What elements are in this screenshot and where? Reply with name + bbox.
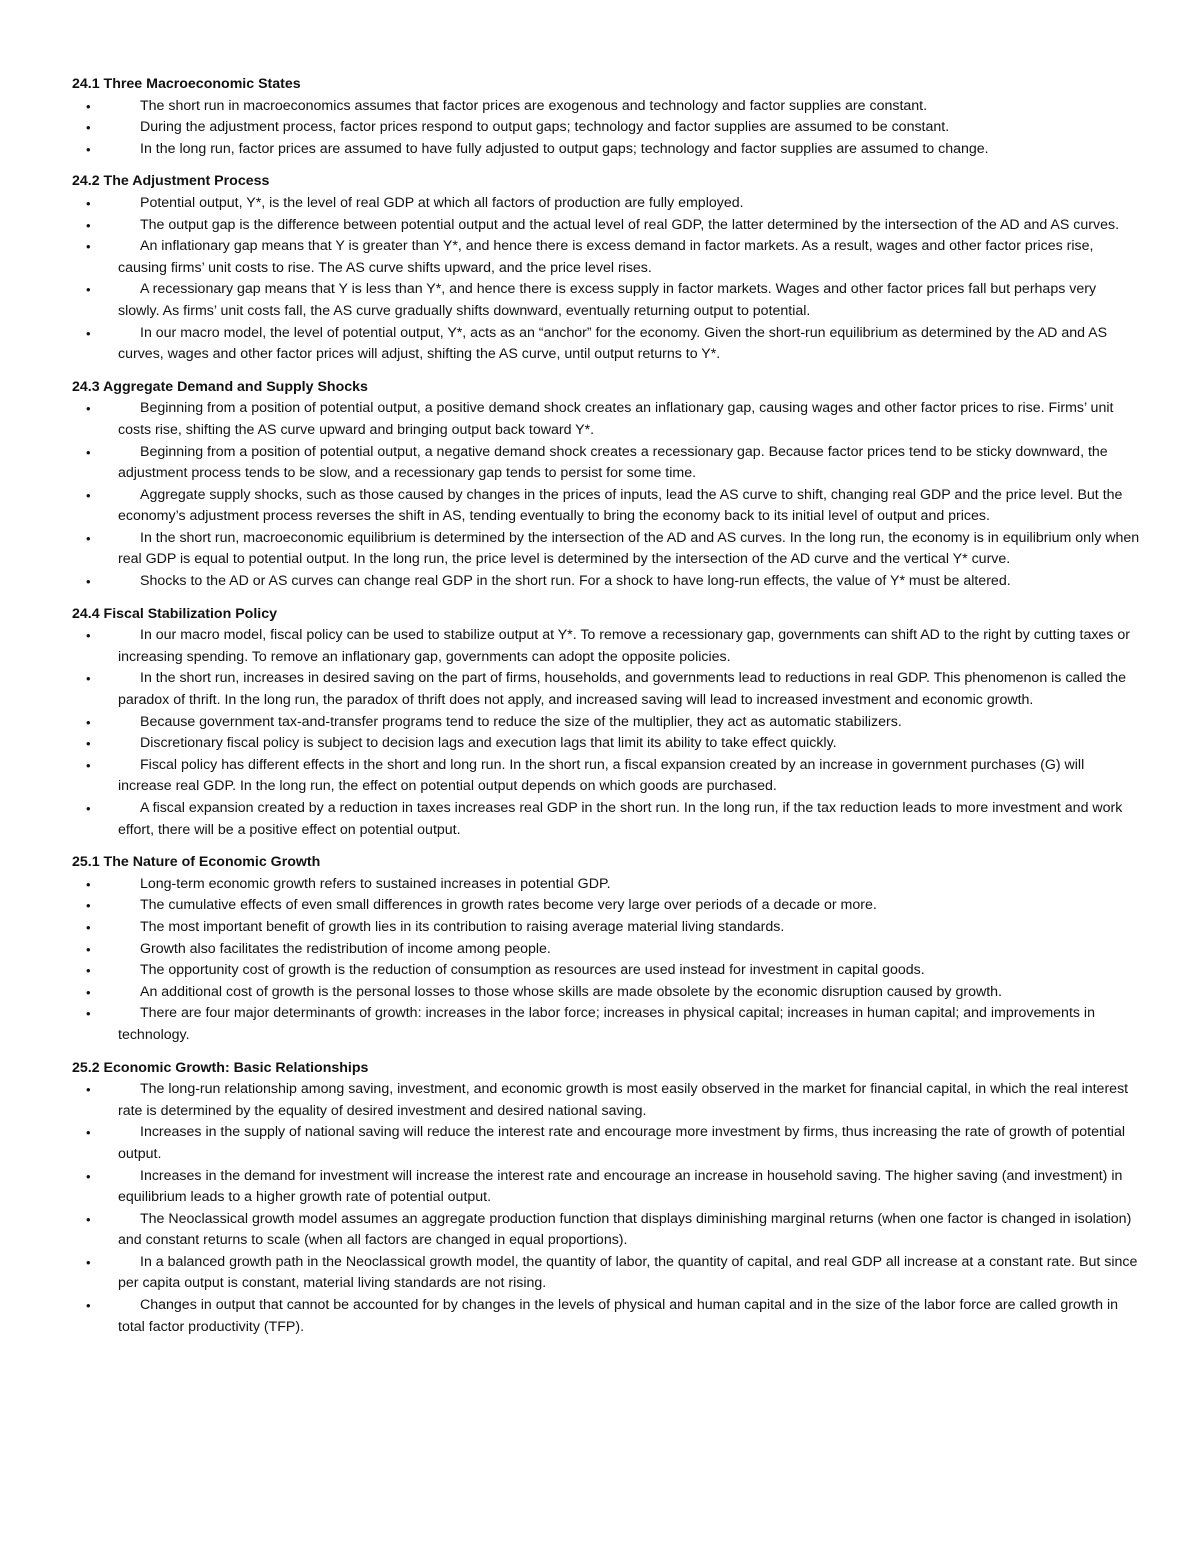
bullet-dot-icon: •	[86, 671, 91, 687]
bullet-dot-icon: •	[86, 574, 91, 590]
bullet-text: A recessionary gap means that Y is less than Y*, and hence there is excess supply in factor markets. Wages and other factor prices fall but perhaps very slowly. As firms’ unit costs fall, the AS curve gradually shifts downward, eventually returning output to potential.	[118, 281, 1097, 319]
document-body	[72, 74, 1140, 1338]
bullet-text: In the short run, macroeconomic equilibrium is determined by the intersection of the AD and AS curves. In the long run, the economy is in equilibrium only when real GDP is equal to potential output. In the long run, the price level is determined by the intersection of the AD curve and the vertical Y* curve.	[118, 529, 1140, 568]
bullet-item	[72, 755, 1140, 798]
bullet-item	[72, 1003, 1140, 1046]
bullet-dot-icon: •	[86, 919, 91, 935]
bullet-list	[72, 398, 1140, 592]
bullet-text: The long-run relationship among saving, investment, and economic growth is most easily observed in the market for financial capital, in which the real interest rate is determined by the equality of desired investment and desired national saving.	[118, 1081, 1129, 1119]
bullet-item	[72, 323, 1140, 366]
bullet-item	[72, 712, 1140, 734]
section	[72, 852, 1140, 1046]
bullet-dot-icon: •	[86, 1254, 91, 1270]
bullet-dot-icon: •	[86, 1006, 91, 1022]
bullet-list	[72, 874, 1140, 1047]
bullet-item	[72, 1252, 1140, 1295]
bullet-item	[72, 982, 1140, 1004]
bullet-item	[72, 960, 1140, 982]
bullet-text: Growth also facilitates the redistribution of income among people.	[140, 940, 551, 957]
bullet-item	[72, 485, 1140, 528]
section	[72, 1058, 1140, 1339]
bullet-list	[72, 96, 1140, 161]
bullet-text: An additional cost of growth is the personal losses to those whose skills are made obsolete by the economic disruption caused by growth.	[140, 983, 1002, 1000]
section-heading: 24.2 The Adjustment Process	[72, 173, 270, 190]
bullet-item	[72, 1295, 1140, 1338]
bullet-dot-icon: •	[86, 401, 91, 417]
bullet-list	[72, 193, 1140, 366]
bullet-item	[72, 193, 1140, 215]
bullet-text: In our macro model, fiscal policy can be used to stabilize output at Y*. To remove a recessionary gap, governments can shift AD to the right by cutting taxes or increasing spending. To remove an inflationary gap, governments can adopt the opposite policies.	[118, 627, 1130, 665]
bullet-item	[72, 279, 1140, 322]
bullet-item	[72, 398, 1140, 441]
bullet-text: Potential output, Y*, is the level of real GDP at which all factors of production are fully employed.	[140, 194, 744, 211]
section-heading: 24.4 Fiscal Stabilization Policy	[72, 605, 278, 622]
bullet-dot-icon: •	[86, 628, 91, 644]
bullet-dot-icon: •	[86, 120, 91, 136]
bullet-dot-icon: •	[86, 1168, 91, 1184]
bullet-dot-icon: •	[86, 1298, 91, 1314]
bullet-text: The Neoclassical growth model assumes an aggregate production function that displays diminishing marginal returns (when one factor is changed in isolation) and constant returns to scale (when all factors are changed in equal proportions).	[118, 1210, 1132, 1249]
bullet-text: In a balanced growth path in the Neoclassical growth model, the quantity of labor, the quantity of capital, and real GDP all increase at a constant rate. But since per capita output is constant, material living standards are not rising.	[118, 1253, 1138, 1292]
bullet-dot-icon: •	[86, 217, 91, 233]
section-heading: 24.1 Three Macroeconomic States	[72, 76, 301, 92]
bullet-dot-icon: •	[86, 239, 91, 255]
bullet-item	[72, 625, 1140, 668]
section-heading: 24.3 Aggregate Demand and Supply Shocks	[72, 378, 368, 395]
bullet-item	[72, 571, 1140, 593]
bullet-dot-icon: •	[86, 530, 91, 546]
bullet-item	[72, 939, 1140, 961]
bullet-text: There are four major determinants of growth: increases in the labor force; increases in physical capital; increases in human capital; and improvements in technology.	[118, 1005, 1095, 1043]
bullet-text: The cumulative effects of even small differences in growth rates become very large over periods of a decade or more.	[140, 897, 877, 914]
bullet-dot-icon: •	[86, 444, 91, 460]
bullet-item	[72, 1209, 1140, 1252]
bullet-item	[72, 1166, 1140, 1209]
bullet-item	[72, 874, 1140, 896]
bullet-text: The output gap is the difference between potential output and the actual level of real GDP, the latter determined by the intersection of the AD and AS curves.	[140, 216, 1120, 233]
bullet-text: Aggregate supply shocks, such as those caused by changes in the prices of inputs, lead the AS curve to shift, changing real GDP and the price level. But the economy’s adjustment process reverses the shift in AS, tending eventually to bring the economy back to its initial level of output and prices.	[118, 486, 1123, 525]
bullet-dot-icon: •	[86, 801, 91, 816]
bullet-item	[72, 1122, 1140, 1165]
bullet-item	[72, 668, 1140, 711]
bullet-text: Discretionary fiscal policy is subject to decision lags and execution lags that limit its ability to take effect quickly.	[140, 735, 837, 752]
bullet-dot-icon: •	[86, 736, 91, 752]
section	[72, 604, 1140, 842]
bullet-list	[72, 1079, 1140, 1338]
section	[72, 74, 1140, 160]
bullet-dot-icon: •	[86, 141, 91, 157]
bullet-item	[72, 139, 1140, 161]
bullet-text: Fiscal policy has different effects in the short and long run. In the short run, a fiscal expansion created by an increase in government purchases (G) will increase real GDP. In the long run, the effect on potential output depends on which goods are purchased.	[118, 756, 1085, 795]
bullet-item	[72, 96, 1140, 118]
bullet-dot-icon: •	[86, 984, 91, 1000]
bullet-text: A fiscal expansion created by a reduction in taxes increases real GDP in the short run. In the long run, if the tax reduction leads to more investment and work effort, there will be a positive effect on potential output.	[118, 800, 1123, 838]
bullet-item	[72, 798, 1140, 841]
bullet-text: Shocks to the AD or AS curves can change real GDP in the short run. For a shock to have long-run effects, the value of Y* must be altered.	[140, 573, 1011, 590]
bullet-text: In the short run, increases in desired saving on the part of firms, households, and governments lead to reductions in real GDP. This phenomenon is called the paradox of thrift. In the long run, the paradox of thrift does not apply, and increased saving will lead to increased investment and economic growth.	[118, 670, 1127, 709]
bullet-text: In the long run, factor prices are assumed to have fully adjusted to output gaps; technology and factor supplies are assumed to change.	[140, 140, 989, 157]
bullet-dot-icon: •	[86, 487, 91, 503]
bullet-text: Changes in output that cannot be accounted for by changes in the levels of physical and human capital and in the size of the labor force are called growth in total factor productivity (TFP).	[118, 1297, 1118, 1335]
bullet-dot-icon: •	[86, 325, 91, 341]
bullet-list	[72, 625, 1140, 841]
bullet-text: In our macro model, the level of potential output, Y*, acts as an “anchor” for the economy. Given the short-run equilibrium as determined by the AD and AS curves, wages and other factor prices will adjust, shifting the AS curve, until output returns to Y*.	[118, 324, 1108, 363]
bullet-text: Increases in the demand for investment will increase the interest rate and encourage an increase in household saving. The higher saving (and investment) in equilibrium leads to a higher growth rate of potential output.	[118, 1167, 1123, 1206]
bullet-dot-icon: •	[86, 714, 91, 730]
bullet-text: Long-term economic growth refers to sustained increases in potential GDP.	[140, 875, 611, 892]
bullet-dot-icon: •	[86, 757, 91, 773]
bullet-dot-icon: •	[86, 282, 91, 298]
section	[72, 377, 1140, 593]
bullet-dot-icon: •	[86, 1211, 91, 1227]
bullet-item	[72, 528, 1140, 571]
bullet-item	[72, 236, 1140, 279]
section-heading: 25.1 The Nature of Economic Growth	[72, 854, 321, 871]
bullet-item	[72, 917, 1140, 939]
bullet-dot-icon: •	[86, 876, 91, 892]
bullet-dot-icon: •	[86, 963, 91, 979]
bullet-text: The opportunity cost of growth is the reduction of consumption as resources are used instead for investment in capital goods.	[140, 962, 925, 979]
bullet-text: An inflationary gap means that Y is greater than Y*, and hence there is excess demand in factor markets. As a result, wages and other factor prices rise, causing firms’ unit costs to rise. The AS curve shifts upward, and the price level rises.	[118, 238, 1094, 276]
bullet-text: Beginning from a position of potential output, a positive demand shock creates an inflationary gap, causing wages and other factor prices to rise. Firms’ unit costs rise, shifting the AS curve upward and bringing output back toward Y*.	[118, 400, 1114, 438]
section-heading: 25.2 Economic Growth: Basic Relationships	[72, 1059, 369, 1076]
bullet-text: The short run in macroeconomics assumes that factor prices are exogenous and technology and factor supplies are constant.	[140, 97, 928, 114]
bullet-dot-icon: •	[86, 98, 91, 114]
bullet-dot-icon: •	[86, 941, 91, 957]
bullet-item	[72, 733, 1140, 755]
bullet-item	[72, 215, 1140, 237]
bullet-item	[72, 117, 1140, 139]
bullet-text: Because government tax-and-transfer programs tend to reduce the size of the multiplier, they act as automatic stabilizers.	[140, 713, 902, 730]
section	[72, 171, 1140, 365]
bullet-dot-icon: •	[86, 1082, 91, 1098]
bullet-dot-icon: •	[86, 898, 91, 914]
bullet-item	[72, 442, 1140, 485]
bullet-text: The most important benefit of growth lies in its contribution to raising average material living standards.	[140, 918, 785, 935]
bullet-text: During the adjustment process, factor prices respond to output gaps; technology and factor supplies are assumed to be constant.	[140, 119, 950, 136]
bullet-text: Increases in the supply of national saving will reduce the interest rate and encourage more investment by firms, thus increasing the rate of growth of potential output.	[118, 1124, 1125, 1162]
bullet-dot-icon: •	[86, 1125, 91, 1141]
bullet-item	[72, 895, 1140, 917]
bullet-text: Beginning from a position of potential output, a negative demand shock creates a recessionary gap. Because factor prices tend to be sticky downward, the adjustment process tends to be slow, and a recessionary gap tends to persist for some time.	[118, 443, 1108, 482]
bullet-dot-icon: •	[86, 195, 91, 211]
bullet-item	[72, 1079, 1140, 1122]
